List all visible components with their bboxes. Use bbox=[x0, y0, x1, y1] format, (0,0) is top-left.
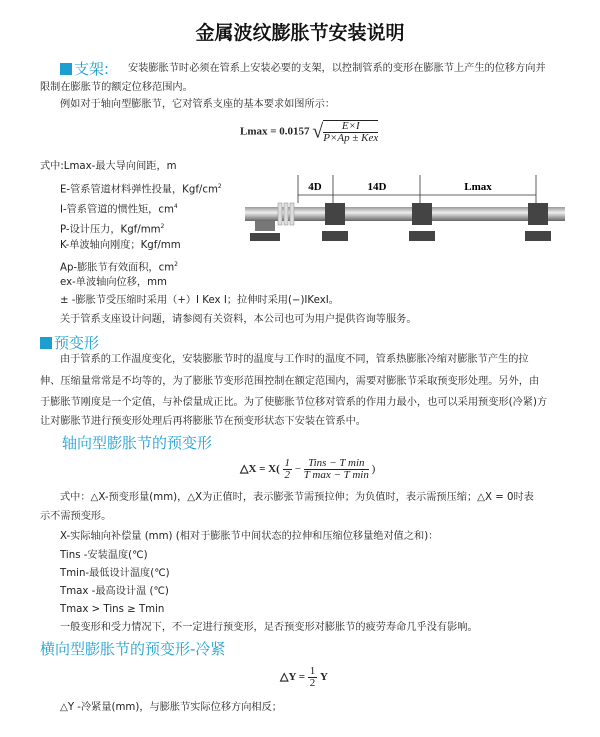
def-line: E-管系管道材料弹性投量，Kgf/$cm^2$ bbox=[60, 183, 222, 196]
axial-line: Tins -安装温度(℃) bbox=[60, 550, 148, 561]
lateral-line: △Y -冷紧量(mm)，与膨胀节实际位移方向相反； bbox=[60, 702, 282, 713]
axial-line: 示不需预变形。 bbox=[40, 511, 112, 522]
predeform-line: 伸、压缩量常常是不均等的，为了膨胀节变形范围控制在额定范围内，需要对膨胀节采取预变形处理。另外，由 bbox=[40, 376, 540, 387]
bellows bbox=[278, 203, 294, 225]
dim-label-4d: 4D bbox=[308, 181, 322, 193]
def-line: Ap-膨胀节有效面积，$cm^2$ bbox=[60, 261, 178, 274]
def-line: P-设计压力，Kgf/$mm^2$ bbox=[60, 223, 165, 236]
support-heading bbox=[60, 58, 109, 79]
axial-heading: 轴向型膨胀节的预变形 bbox=[62, 434, 213, 452]
def-line: ± -膨胀节受压缩时采用（+）I Kex I；拉伸时采用(−)IKexI。 bbox=[60, 295, 339, 306]
formula-denominator: P×Ap ± Kex bbox=[323, 132, 379, 144]
predeform-heading: 预变形 bbox=[40, 332, 99, 353]
axial-line: Tmax > Tins ≥ Tmin bbox=[60, 604, 165, 615]
delta-y-formula: △Y = $\frac{1}{2}$ Y bbox=[280, 665, 328, 689]
def-line: I-管系管道的惯性矩，$cm^4$ bbox=[60, 203, 178, 216]
def-line: 关于管系支座设计问题，请参阅有关资料，本公司也可为用户提供咨询等服务。 bbox=[60, 314, 417, 325]
lateral-heading: 横向型膨胀节的预变形-冷紧 bbox=[40, 640, 226, 658]
axial-line: X-实际轴向补偿量 (mm) (相对于膨胀节中间状态的拉伸和压缩位移量绝对值之和)： bbox=[60, 531, 439, 542]
square-bullet-icon bbox=[40, 337, 52, 349]
predeform-line: 于膨胀节刚度是一个定值，与补偿量成正比。为了使膨胀节位移对管系的作用力最小，也可以采用预变形(冷紧)方 bbox=[40, 397, 548, 408]
axial-line: Tmin-最低设计温度(℃) bbox=[60, 568, 170, 579]
def-line: ex-单波轴向位移，mm bbox=[60, 277, 167, 288]
axial-line: 式中：△X-预变形量(mm)，△X为正值时，表示膨张节需预拉伸；为负值时，表示需预压缩；△X = 0时表 bbox=[60, 492, 534, 503]
dim-label-lmax: Lmax bbox=[464, 181, 492, 193]
support-heading-text: 支架: bbox=[74, 60, 110, 78]
def-line: K-单波轴向刚度；Kgf/mm bbox=[60, 240, 181, 251]
delta-x-formula: △X = X( $\frac{1}{2}$ − $\frac{\text{Tins − T min}}{\text{T max − T min}}$ ) bbox=[240, 457, 376, 481]
formula-lhs: Lmax = 0.0157 bbox=[240, 125, 310, 138]
square-bullet-icon bbox=[60, 63, 72, 75]
dim-label-14d: 14D bbox=[367, 181, 387, 193]
page-title: 金属波纹膨胀节安装说明 bbox=[195, 22, 405, 44]
support-line: 例如对于轴向型膨胀节，它对管系支座的基本要求如图所示： bbox=[60, 99, 336, 110]
formula-numerator: E×I bbox=[323, 121, 378, 133]
predeform-line: 由于管系的工作温度变化，安装膨胀节时的温度与工作时的温度不同，管系热膨胀冷缩对膨胀节产生的拉 bbox=[60, 354, 529, 365]
def-line: 式中:Lmax-最大导向间距，m bbox=[40, 161, 177, 172]
axial-line: Tmax -最高设计温 (℃) bbox=[60, 586, 169, 597]
support-line: 安装膨胀节时必须在管系上安装必要的支架，以控制管系的变形在膨胀节上产生的位移方向并 bbox=[128, 63, 546, 74]
support-diagram bbox=[240, 165, 570, 265]
predeform-line: 让对膨胀节进行预变形处理后再将膨胀节在预变形状态下安装在管系中。 bbox=[40, 416, 366, 427]
support-line: 限制在膨胀节的额定位移范围内。 bbox=[40, 82, 193, 93]
axial-line: 一般变形和受力情况下，不一定进行预变形，足否预变形对膨胀节的疲劳寿命几乎没有影响。 bbox=[60, 622, 478, 633]
lmax-formula: Lmax = 0.0157 √ $\frac{E\times I}{\text{P×Ap ± Kex}}$ bbox=[240, 120, 379, 144]
